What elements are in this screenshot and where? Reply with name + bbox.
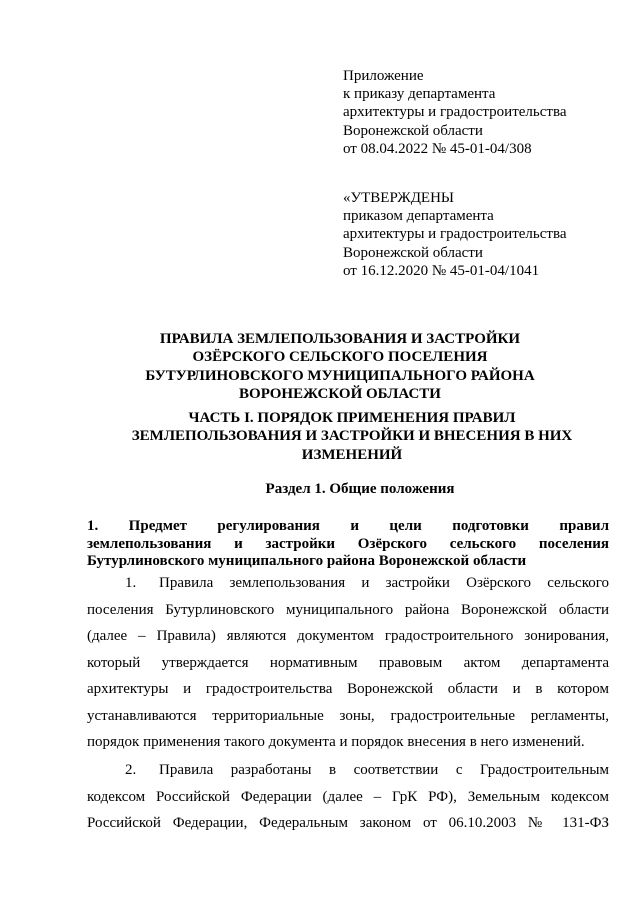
part-line: ЗЕМЛЕПОЛЬЗОВАНИЯ И ЗАСТРОЙКИ И ВНЕСЕНИЯ В НИХ bbox=[131, 428, 573, 445]
article-line: Бутурлиновского муниципального района Воронежской области bbox=[87, 553, 527, 569]
appendix-line: Воронежской области bbox=[343, 122, 483, 139]
title-line: БУТУРЛИНОВСКОГО МУНИЦИПАЛЬНОГО РАЙОНА bbox=[145, 367, 535, 384]
appendix-line: к приказу департамента bbox=[343, 86, 496, 103]
paragraph-line bbox=[87, 570, 609, 597]
part-heading bbox=[82, 409, 622, 464]
section-title: Раздел 1. Общие положения bbox=[265, 481, 455, 497]
paragraph-line: поселения Бутурлиновского муниципального района Воронежской области bbox=[87, 601, 609, 618]
paragraph-number: 1. bbox=[125, 575, 137, 591]
section-heading bbox=[90, 480, 630, 498]
article-line: землепользования и застройки Озёрского сельского поселения bbox=[87, 535, 609, 552]
approval-line: Воронежской области bbox=[343, 244, 483, 261]
article-line: 1. Предмет регулирования и цели подготовки правил bbox=[87, 518, 609, 534]
title-line: ВОРОНЕЖСКОЙ ОБЛАСТИ bbox=[239, 385, 441, 402]
paragraph-number: 2. bbox=[125, 762, 137, 778]
paragraph-line: который утверждается нормативным правовым актом департамента bbox=[87, 654, 609, 671]
document-title bbox=[70, 330, 610, 403]
paragraph-text: Правила разработаны в соответствии с Градостроительным bbox=[159, 762, 609, 778]
paragraph-2 bbox=[87, 757, 609, 837]
paragraph-text: Правила землепользования и застройки Озёрского сельского bbox=[159, 575, 609, 591]
appendix-note bbox=[343, 67, 613, 158]
paragraph-line: Российской Федерации, Федеральным законом от 06.10.2003 № 131-ФЗ bbox=[87, 815, 609, 831]
paragraph-line bbox=[87, 757, 609, 784]
paragraph-1 bbox=[87, 570, 609, 756]
paragraph-line: архитектуры и градостроительства Воронежской области и в котором bbox=[87, 681, 609, 697]
appendix-line: архитектуры и градостроительства bbox=[343, 104, 567, 121]
appendix-line: от 08.04.2022 № 45-01-04/308 bbox=[343, 140, 532, 157]
paragraph-line: порядок применения такого документа и порядок внесения в него изменений. bbox=[87, 734, 585, 750]
paragraph-line: устанавливаются территориальные зоны, градостроительные регламенты, bbox=[87, 707, 609, 724]
paragraph-line: (далее – Правила) являются документом градостроительного зонирования, bbox=[87, 628, 609, 644]
appendix-line: Приложение bbox=[343, 68, 424, 84]
part-line: ЧАСТЬ I. ПОРЯДОК ПРИМЕНЕНИЯ ПРАВИЛ bbox=[188, 410, 516, 426]
approval-stamp-text bbox=[343, 189, 613, 280]
approval-line: от 16.12.2020 № 45-01-04/1041 bbox=[343, 262, 540, 279]
approval-line: архитектуры и градостроительства bbox=[343, 226, 567, 243]
part-line: ИЗМЕНЕНИЙ bbox=[301, 446, 403, 463]
paragraph-line: кодексом Российской Федерации (далее – ГрК РФ), Земельным кодексом bbox=[87, 788, 609, 805]
title-line: ПРАВИЛА ЗЕМЛЕПОЛЬЗОВАНИЯ И ЗАСТРОЙКИ bbox=[159, 331, 521, 347]
approval-line: приказом департамента bbox=[343, 208, 494, 225]
title-line: ОЗЁРСКОГО СЕЛЬСКОГО ПОСЕЛЕНИЯ bbox=[192, 349, 488, 366]
approval-line: «УТВЕРЖДЕНЫ bbox=[343, 190, 455, 206]
article-heading bbox=[87, 518, 609, 571]
